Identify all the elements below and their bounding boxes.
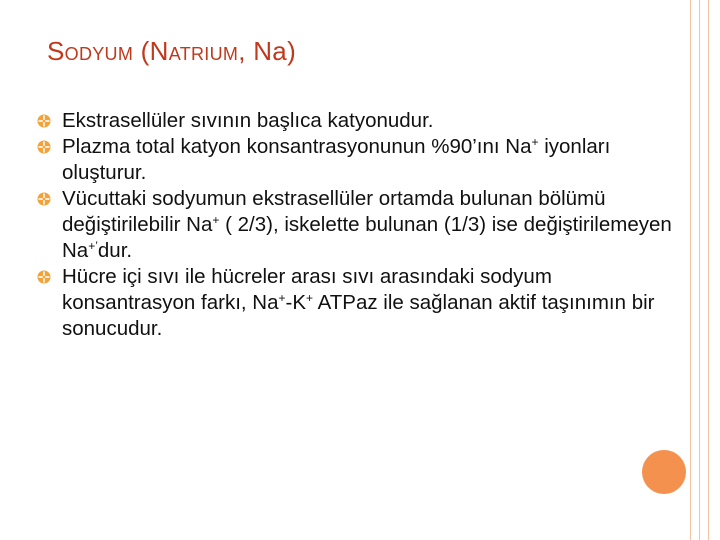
bullet-item	[37, 134, 677, 186]
bullet-text-run: dur.	[97, 239, 133, 262]
title-segment: , Na)	[238, 36, 297, 66]
bullet-text	[62, 187, 672, 262]
bullet-text	[62, 109, 433, 132]
superscript-charge: +’	[88, 239, 98, 253]
frame-line	[690, 0, 691, 540]
bullet-text	[62, 265, 654, 340]
superscript-charge: +	[212, 213, 220, 227]
superscript-charge: +	[531, 135, 539, 149]
bullet-text-run: Ekstrasellüler sıvının başlıca katyonudur.	[62, 109, 434, 132]
bullet-text-run: Plazma total katyon konsantrasyonunun %90’ını Na	[62, 135, 532, 158]
four-petal-bullet-icon	[37, 140, 51, 154]
bullet-text-run: ( 2/3), iskelette bulunan (1/3) ise değiştirilemeyen Na	[62, 213, 672, 262]
bullet-text	[62, 135, 610, 184]
bullet-item	[37, 108, 677, 134]
four-petal-bullet-icon	[37, 192, 51, 206]
frame-line	[699, 0, 700, 540]
four-petal-bullet-icon	[37, 114, 51, 128]
bullet-text-run: iyonları oluşturur.	[62, 135, 611, 184]
four-petal-bullet-icon	[37, 270, 51, 284]
accent-circle	[642, 450, 686, 494]
bullet-text-run: Hücre içi sıvı ile hücreler arası sıvı arasındaki sodyum konsantrasyon farkı, Na	[62, 265, 552, 314]
superscript-charge: +	[306, 291, 314, 305]
superscript-charge: +	[278, 291, 286, 305]
bullet-list	[37, 108, 677, 342]
bullet-text-run: ATPaz ile sağlanan aktif taşınımın bir sonucudur.	[62, 291, 655, 340]
title-segment: (N	[133, 36, 169, 66]
bullet-text-run: -K	[285, 291, 307, 314]
bullet-text-run: Vücuttaki sodyumun ekstrasellüler ortamda bulunan bölümü değiştirilebilir Na	[62, 187, 606, 236]
title-segment: ATRIUM	[168, 44, 239, 64]
slide-title	[47, 36, 296, 67]
bullet-item	[37, 186, 677, 264]
title-segment: S	[47, 36, 65, 66]
title-segment: ODYUM	[64, 44, 134, 64]
frame-line	[708, 0, 709, 540]
bullet-item	[37, 264, 677, 342]
